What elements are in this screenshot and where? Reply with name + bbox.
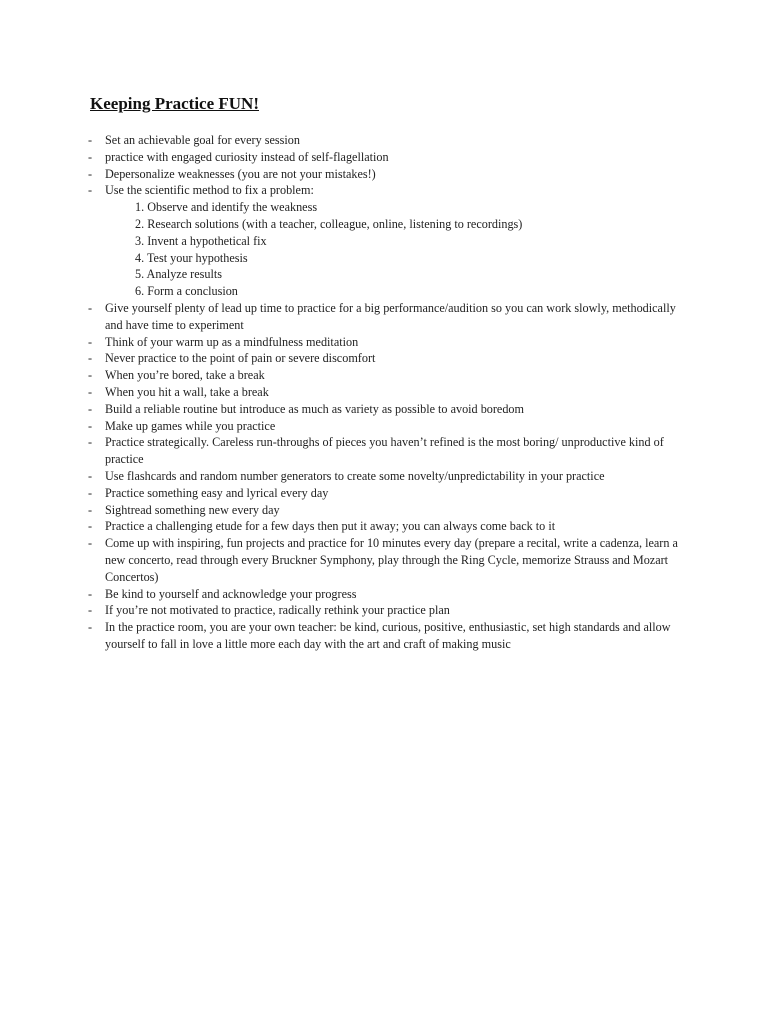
list-item-text: Practice strategically. Careless run-throughs of pieces you haven’t refined is the most boring/ unproductive kind of practice: [105, 435, 664, 467]
list-item-text: Make up games while you practice: [105, 418, 276, 433]
list-item-text: Never practice to the point of pain or severe discomfort: [105, 351, 376, 366]
list-item-text: Be kind to yourself and acknowledge your progress: [105, 586, 357, 601]
list-item-text: Come up with inspiring, fun projects and practice for 10 minutes every day (prepare a recital, write a cadenza, learn a new concerto, read through every Bruckner Symphony, play through the Ring Cycle, memorize Strauss and Mozart Concertos): [105, 536, 678, 584]
list-item: [88, 602, 688, 619]
document-title: Keeping Practice FUN!: [90, 94, 259, 113]
bullet-dash: -: [88, 435, 93, 450]
list-item: [88, 132, 688, 149]
bullet-dash: -: [88, 384, 93, 399]
bullet-dash: -: [88, 620, 93, 635]
list-item-text: Practice something easy and lyrical every day: [105, 485, 329, 500]
bullet-dash: -: [88, 183, 93, 198]
list-item-text: practice with engaged curiosity instead of self-flagellation: [105, 149, 389, 164]
list-item: [88, 182, 688, 300]
list-item: [88, 518, 688, 535]
list-item: [88, 367, 688, 384]
bullet-dash: -: [88, 401, 93, 416]
bullet-dash: -: [88, 485, 93, 500]
list-item-text: In the practice room, you are your own teacher: be kind, curious, positive, enthusiastic, set high standards and allow yourself to fall in love a little more each day with the art and craft of making music: [105, 620, 671, 651]
bullet-dash: -: [88, 149, 93, 164]
bullet-dash: -: [88, 536, 93, 551]
list-item-text: When you hit a wall, take a break: [105, 384, 269, 399]
bullet-dash: -: [88, 351, 93, 366]
bullet-dash: -: [88, 368, 93, 383]
list-item: [88, 418, 688, 435]
list-item-text: Give yourself plenty of lead up time to practice for a big performance/audition so you can work slowly, methodically and have time to experiment: [105, 300, 676, 332]
list-item: [88, 401, 688, 418]
list-item: [88, 434, 688, 468]
list-item: [88, 535, 688, 585]
bullet-dash: -: [88, 519, 93, 534]
method-step: 2. Research solutions (with a teacher, colleague, online, listening to recordings): [135, 216, 523, 231]
list-item-text: When you’re bored, take a break: [105, 368, 265, 383]
bullet-dash: -: [88, 418, 93, 433]
list-item: [88, 619, 688, 653]
list-item-text: If you’re not motivated to practice, radically rethink your practice plan: [105, 603, 450, 618]
list-item: [88, 384, 688, 401]
method-steps-list: [105, 199, 688, 300]
bullet-dash: -: [88, 468, 93, 483]
bullet-dash: -: [88, 603, 93, 618]
method-step: 1. Observe and identify the weakness: [135, 200, 318, 215]
list-item: [88, 350, 688, 367]
bullet-dash: -: [88, 334, 93, 349]
list-item: [88, 166, 688, 183]
bullet-dash: -: [88, 586, 93, 601]
list-item: [88, 485, 688, 502]
method-step: 3. Invent a hypothetical fix: [135, 233, 267, 248]
list-item: [88, 502, 688, 519]
list-item: [88, 300, 688, 334]
list-item-text: Think of your warm up as a mindfulness meditation: [105, 334, 359, 349]
list-item-text: Sightread something new every day: [105, 502, 280, 517]
method-step: 5. Analyze results: [135, 267, 222, 282]
list-item-text: Depersonalize weaknesses (you are not your mistakes!): [105, 166, 376, 181]
list-item-text: Build a reliable routine but introduce as much as variety as possible to avoid boredom: [105, 401, 525, 416]
list-item-text: Set an achievable goal for every session: [105, 133, 300, 147]
tips-list: [88, 132, 688, 653]
list-item: [88, 149, 688, 166]
list-item-text: Practice a challenging etude for a few days then put it away; you can always come back to it: [105, 519, 556, 534]
method-step: 6. Form a conclusion: [135, 284, 238, 299]
list-item: [88, 468, 688, 485]
bullet-dash: -: [88, 166, 93, 181]
method-step: 4. Test your hypothesis: [135, 250, 248, 265]
list-item-text: Use flashcards and random number generators to create some novelty/unpredictability in your practice: [105, 468, 605, 483]
list-item-text: Use the scientific method to fix a problem:: [105, 183, 314, 198]
list-item: [88, 334, 688, 351]
bullet-dash: -: [88, 300, 93, 315]
bullet-dash: -: [88, 133, 93, 147]
list-item: [88, 586, 688, 603]
bullet-dash: -: [88, 502, 93, 517]
